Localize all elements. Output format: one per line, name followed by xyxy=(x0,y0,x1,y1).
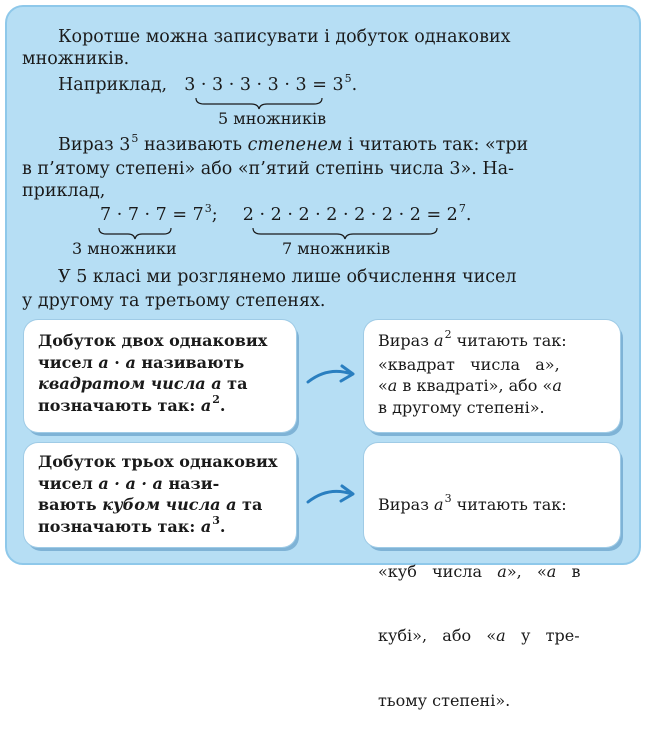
example-2-right-product: 2 · 2 · 2 · 2 · 2 · 2 · 2 xyxy=(242,205,421,225)
term-stepin: степенем xyxy=(247,135,343,155)
arrow-right-icon xyxy=(304,480,360,510)
card-cube-definition: Добуток трьох однакових чисел a · a · a нази- вають кубом числа a та позначають так: $a^3$. xyxy=(24,443,296,547)
example-1-product: 3 · 3 · 3 · 3 · 3 xyxy=(184,75,307,95)
card-square-definition: Добуток двох однакових чисел a · a називають квадратом числа a та позначають так: $a^2$. xyxy=(24,320,296,432)
term-cube: кубом числа xyxy=(102,495,221,514)
intro-line-1: Коротше можна записувати і добуток однакових xyxy=(58,27,511,47)
underbrace-5-label: 5 множників xyxy=(218,109,327,128)
card-square-reading: Вираз $a^2$ читають так: «квадрат числа a», «a в квадраті», або «a в другому степені». xyxy=(364,320,620,432)
example-2-left-product: 7 · 7 · 7 xyxy=(100,205,167,225)
para2-line-3: приклад, xyxy=(22,181,106,201)
arrow-right-icon xyxy=(304,360,360,390)
example-2: $7 \cdot 7 \cdot 7 = 7^3$; $2 \cdot 2 \cdot 2 \cdot 2 \cdot 2 \cdot 2 \cdot 2 = 2^7$. xyxy=(100,202,472,225)
example-1-lead: Наприклад, xyxy=(58,75,168,95)
term-square: квадратом числа xyxy=(38,374,206,393)
card-cube-reading: Вираз $a^3$ читають так: «куб числа a», «a в кубі», або «a у тре- тьому степені». xyxy=(364,443,620,547)
intro-line-2: множників. xyxy=(22,49,130,69)
underbrace-7-label: 7 множників xyxy=(282,239,391,258)
para2-line-1: Вираз $3^5$ називають степенем і читають так: «три xyxy=(58,132,529,155)
example-1: Наприклад, $3 \cdot 3 \cdot 3 \cdot 3 \cdot 3 = 3^5$. xyxy=(58,72,358,95)
example-1-exponent: 5 xyxy=(344,72,352,85)
para2-line-2: в п’ятому степені» або «п’ятий степінь числа 3». На- xyxy=(22,159,514,179)
para3-line-1: У 5 класі ми розглянемо лише обчислення чисел xyxy=(58,267,517,287)
para3-line-2: у другому та третьому степенях. xyxy=(22,291,326,311)
example-1-equals: = 3 xyxy=(312,75,344,95)
underbrace-3-label: 3 множники xyxy=(72,239,177,258)
